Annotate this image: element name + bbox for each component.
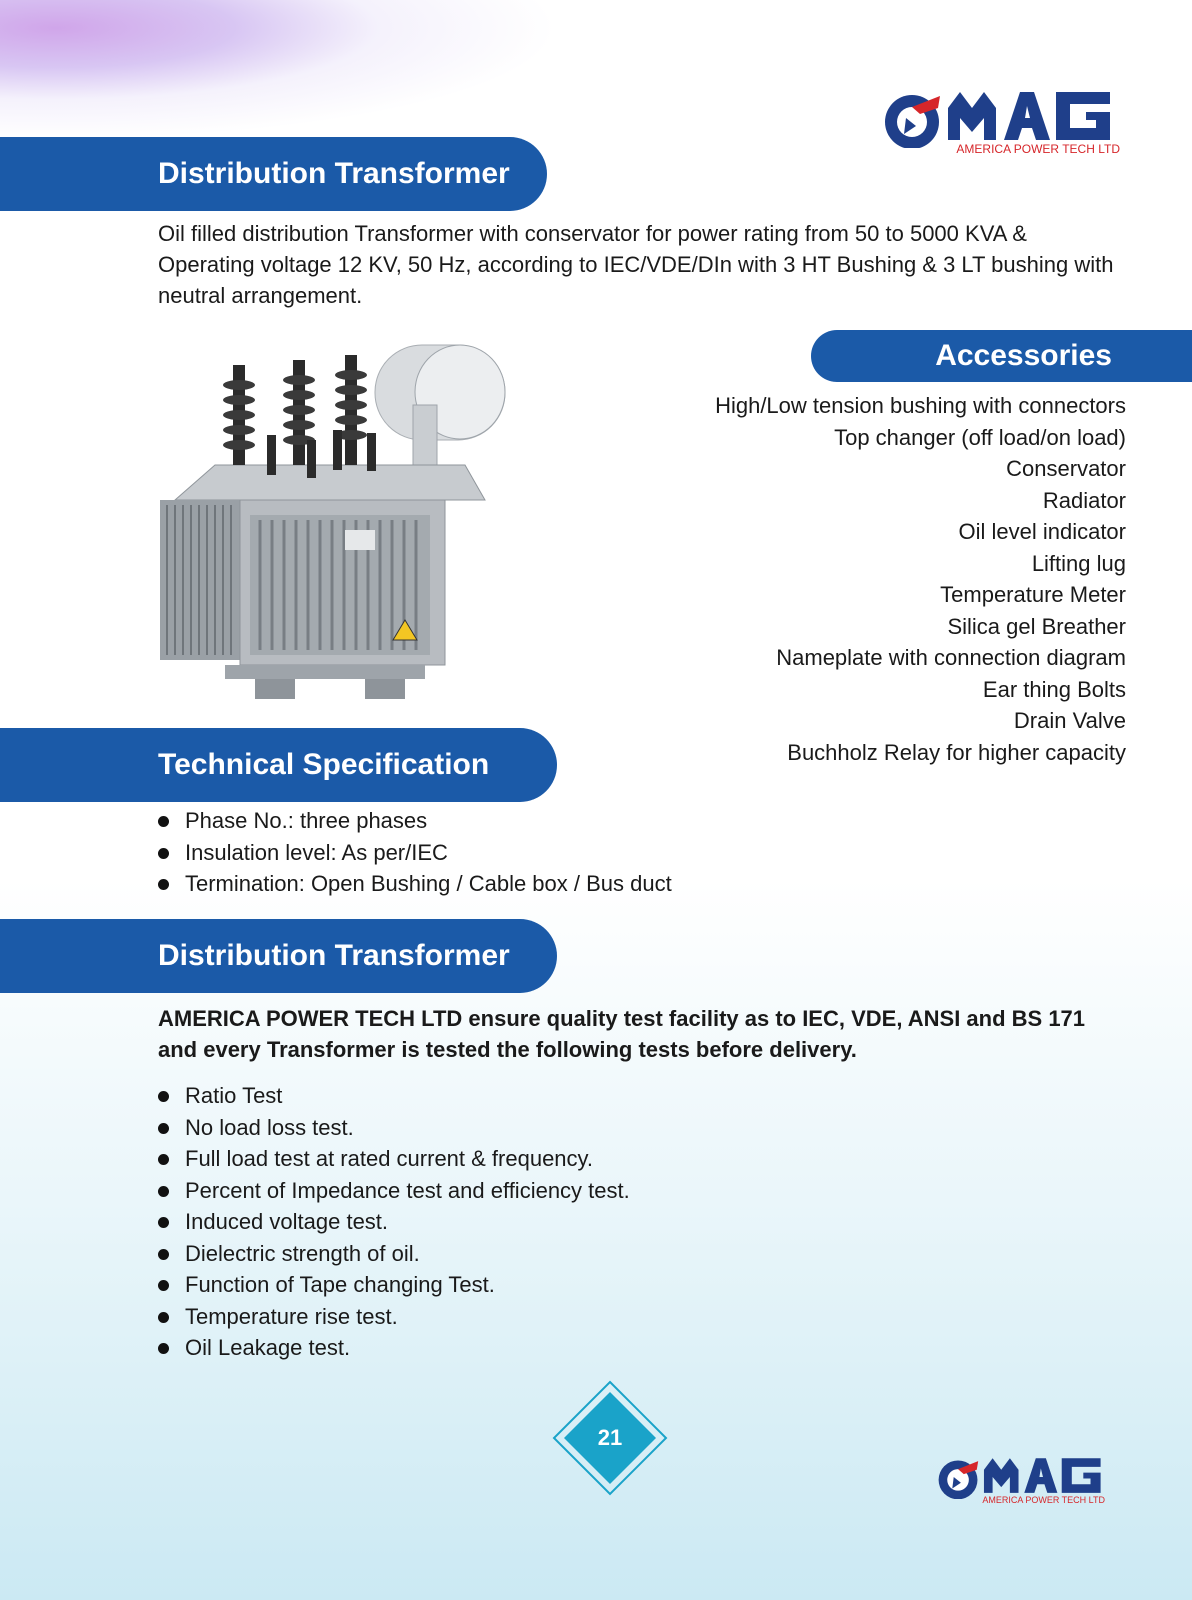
logo-tagline: AMERICA POWER TECH LTD [956, 142, 1120, 156]
bullet-icon [158, 879, 169, 890]
list-item-text: Phase No.: three phases [185, 808, 428, 833]
list-item-text: Ratio Test [185, 1083, 283, 1108]
list-item [158, 1269, 630, 1301]
list-item-text: Termination: Open Bushing / Cable box / Bus duct [185, 871, 672, 896]
section-heading-technical-specification: Technical Specification [0, 728, 557, 802]
list-item [158, 805, 672, 837]
list-item: Temperature Meter [940, 582, 1126, 607]
intro-paragraph: Oil filled distribution Transformer with conservator for power rating from 50 to 5000 KVA & Operating voltage 12 KV, 50 Hz, according to IEC/VDE/DIn with 3 HT Bushing & 3 LT bushing with neutral arrangement. [158, 221, 1114, 308]
list-item-text: Dielectric strength of oil. [185, 1240, 420, 1266]
bullet-icon [158, 1249, 169, 1260]
list-item: Nameplate with connection diagram [776, 645, 1126, 670]
page-number: 21 [597, 1425, 623, 1450]
bullet-icon [158, 1343, 169, 1354]
list-item-text: Full load test at rated current & frequency. [185, 1146, 594, 1171]
bullet-icon [158, 1154, 169, 1165]
list-item [158, 1206, 630, 1238]
list-item-text: Induced voltage test. [185, 1209, 389, 1234]
specification-list [158, 805, 672, 900]
list-item-text: Function of Tape changing Test. [185, 1272, 495, 1297]
bullet-icon [158, 1186, 169, 1197]
list-item: Radiator [1042, 487, 1126, 513]
list-item [158, 1080, 630, 1112]
list-item [158, 1112, 630, 1144]
list-item-text: Percent of Impedance test and efficiency test. [185, 1177, 630, 1203]
corner-texture [0, 0, 560, 140]
list-item [158, 1175, 630, 1207]
list-item-text: Insulation level: As per/IEC [185, 839, 448, 865]
section-heading-accessories: Accessories [811, 330, 1192, 382]
list-item: Ear thing Bolts [982, 676, 1126, 702]
list-item [158, 1332, 630, 1364]
bullet-icon [158, 1123, 169, 1134]
list-item: Oil level indicator [958, 519, 1126, 544]
section-heading-distribution-transformer-tests: Distribution Transformer [0, 919, 557, 993]
list-item-text: Temperature rise test. [185, 1303, 398, 1329]
list-item: Top changer (off load/on load) [834, 424, 1126, 450]
bullet-icon [158, 1217, 169, 1228]
bullet-icon [158, 816, 169, 827]
list-item: Silica gel Breather [947, 613, 1126, 639]
accessories-list [715, 390, 1126, 768]
company-logo [880, 88, 1130, 160]
bullet-icon [158, 1312, 169, 1323]
list-item: High/Low tension bushing with connectors [715, 393, 1126, 418]
tests-list [158, 1080, 630, 1364]
quality-statement: AMERICA POWER TECH LTD ensure quality test facility as to IEC, VDE, ANSI and BS 171 and every Transformer is tested the following tests before delivery. [158, 1006, 1086, 1062]
bullet-icon [158, 848, 169, 859]
list-item: Conservator [1006, 456, 1126, 481]
list-item [158, 1301, 630, 1333]
list-item: Lifting lug [1031, 550, 1126, 576]
mag-logo-icon [880, 88, 1130, 148]
mag-logo-icon [935, 1455, 1115, 1499]
list-item [158, 868, 672, 900]
list-item [158, 1238, 630, 1270]
page-number-badge [552, 1380, 668, 1496]
bullet-icon [158, 1280, 169, 1291]
bullet-icon [158, 1091, 169, 1102]
list-item: Drain Valve [1013, 708, 1126, 733]
transformer-image [155, 325, 535, 720]
company-logo-footer [935, 1455, 1115, 1507]
list-item-text: Oil Leakage test. [185, 1335, 351, 1360]
list-item [158, 837, 672, 869]
list-item [158, 1143, 630, 1175]
section-heading-distribution-transformer: Distribution Transformer [0, 137, 547, 211]
list-item-text: No load loss test. [185, 1114, 354, 1140]
list-item: Buchholz Relay for higher capacity [787, 739, 1126, 765]
logo-tagline: AMERICA POWER TECH LTD [982, 1495, 1105, 1505]
